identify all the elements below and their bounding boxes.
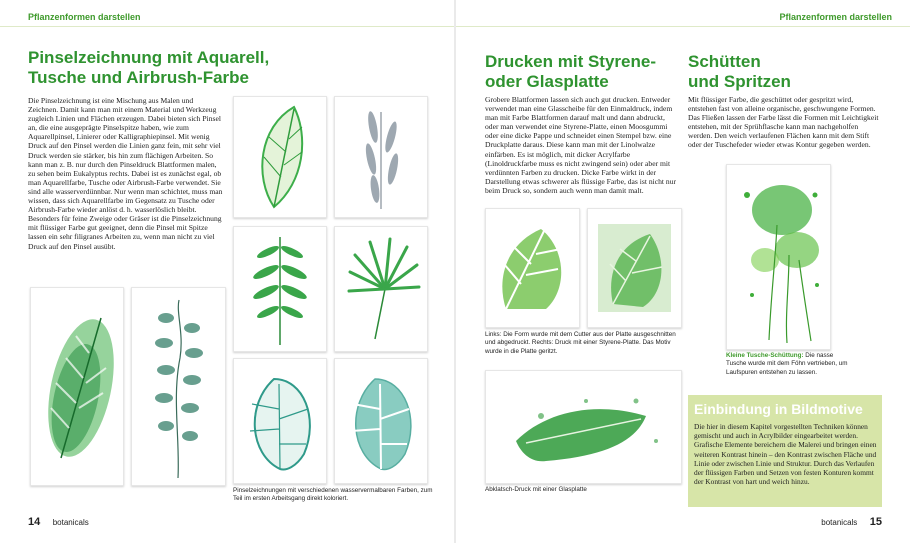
right-footer xyxy=(821,512,882,530)
left-page-number: 14 xyxy=(28,516,41,528)
running-head-right: Pflanzenformen darstellen xyxy=(779,12,892,22)
left-caption: Pinselzeichnungen mit verschiedenen wasservermalbaren Farben, zum Teil im ersten Arbeitsgang direkt koloriert. xyxy=(233,487,433,503)
pour-title-line1: Schütten xyxy=(688,52,761,71)
left-footer xyxy=(28,512,89,530)
info-box-title: Einbindung in Bildmotive xyxy=(694,401,863,417)
photo-monstera-watercolor xyxy=(30,287,124,486)
pour-title-line2: und Spritzen xyxy=(688,72,791,91)
pour-caption-highlight: Kleine Tusche-Schüttung: xyxy=(726,352,804,359)
left-page-label: botanicals xyxy=(52,518,89,527)
left-title-line2: Tusche und Airbrush-Farbe xyxy=(28,68,250,87)
running-head-left: Pflanzenformen darstellen xyxy=(28,12,141,22)
photo-grey-leaves xyxy=(334,96,428,218)
left-title-line1: Pinselzeichnung mit Aquarell, xyxy=(28,48,270,67)
photo-eucalyptus-branch xyxy=(131,287,226,486)
left-body-text: Die Pinselzeichnung ist eine Mischung aus Malen und Zeichnen. Damit kann man mit einem Material und Werkzeug zugleich Linien und Flächen erzeugen. Dabei bieten sich Pinsel an, die eine ausgeprägte Pinselspitze haben, wie zum Aquarellpinsel, Linierer oder Kalligraphiepinsel. Mit wenig Druck auf den Pinsel werden die Linien ganz fein, mit sehr viel Druck werden sie stärker, bis hin zum flächigen Arbeiten. So kann man z. B. nur durch den Pinseldruck Blattformen malen, zu sehen beim Eukalyptus rechts. Dabei ist es zunächst egal, ob man Aquarellfarbe, Tusche oder Airbrush-Farbe verwendet. Sie sind alle wasserverdünnbar. Nur wenn man schichtet, muss man wissen, dass sich Aquarellfarbe im Gegensatz zu Tusche oder Airbrush-Farbe wieder anlöst d. h. wasserlöslich bleibt. Besonders für feine Zweige oder Gräser ist die Pinselzeichnung mit flüssiger Farbe gut geeignet, denn die Pinsel mit Spitze lassen ein sehr filigranes Arbeiten zu, wenn man nicht zu viel Druck auf den Pinsel ausübt. xyxy=(28,96,223,251)
photo-palm-leaf xyxy=(334,226,428,352)
photo-glass-print xyxy=(485,370,682,484)
glass-caption: Abklatsch-Druck mit einer Glasplatte xyxy=(485,486,587,493)
pour-body-text: Mit flüssiger Farbe, die geschüttet oder gespritzt wird, entstehen fast von alleine organische, geschwungene Formen. Das Fließen lassen der Farbe lässt die Formen mit Leichtigkeit entstehen, mit der Sprühflasche kann man nachgeholfen werden. Den weich verlaufenen Flächen kann mit dem Stift oder der Tuschefeder wieder etwas Kontur gegeben werden. xyxy=(688,95,879,150)
page-gutter xyxy=(454,0,456,543)
print-title-line1: Drucken mit Styrene- xyxy=(485,52,656,71)
info-box xyxy=(688,395,882,507)
info-box-text: Die hier in diesem Kapitel vorgestellten Techniken können gemischt und auch in Acrylbilder eingearbeitet werden. Grafische Elemente bereichern die Malerei und bringen einen weiteren Kontrast hinein – den Kontrast zwischen Fläche und Linie oder zwischen Linie und Struktur. Durch das Verlaufen der flüssigen Farben und Setzen von festen Konturen kommt der Kontrast von hart und weich hinzu. xyxy=(694,422,877,487)
photo-print-cutter xyxy=(485,208,580,328)
left-title xyxy=(28,48,269,88)
pour-title xyxy=(688,52,791,92)
photo-monstera-outline xyxy=(233,358,327,484)
pour-caption xyxy=(726,352,850,377)
right-page-label: botanicals xyxy=(821,518,858,527)
photo-ink-pour xyxy=(726,164,831,350)
print-title xyxy=(485,52,656,92)
photo-fern-leaf xyxy=(233,226,327,352)
print-body-text: Grobere Blattformen lassen sich auch gut drucken. Entweder verwendet man eine Glasscheibe für den Einmaldruck, indem man mit Farbe Blattformen darauf malt und dann abdruckt, oder man verwendet eine Styrene-Platte, einen Moosgummi oder eine dicke Pappe und schneidet einen Stempel bzw. eine Druckplatte daraus. Diese kann man mit der Linolwalze einfärben. Es ist möglich, mit dicker Acrylfarbe (Linoldruckfarbe muss es nicht zwingend sein) oder aber mit verdünnten Farben zu drucken. Dicke Farbe wirkt in der Darstellung etwas schwerer als flüssige Farbe, das ist nicht nur beim Druck so, sondern auch wenn man damit malt. xyxy=(485,95,677,195)
photo-leaf-outline xyxy=(233,96,327,218)
pour-caption-rest: Die nasse Tusche wurde mit dem Föhn vertrieben, um Laufspuren entstehen zu lassen. xyxy=(726,352,848,376)
print-title-line2: oder Glasplatte xyxy=(485,72,609,91)
right-page-number: 15 xyxy=(869,516,882,528)
print-caption: Links: Die Form wurde mit dem Cutter aus der Platte ausgeschnitten und abgedruckt. Rechts: Druck mit einer Styrene-Platte. Das Motiv wurde in die Platte geritzt. xyxy=(485,331,676,355)
photo-print-styrene xyxy=(587,208,682,328)
photo-monstera-color xyxy=(334,358,428,484)
